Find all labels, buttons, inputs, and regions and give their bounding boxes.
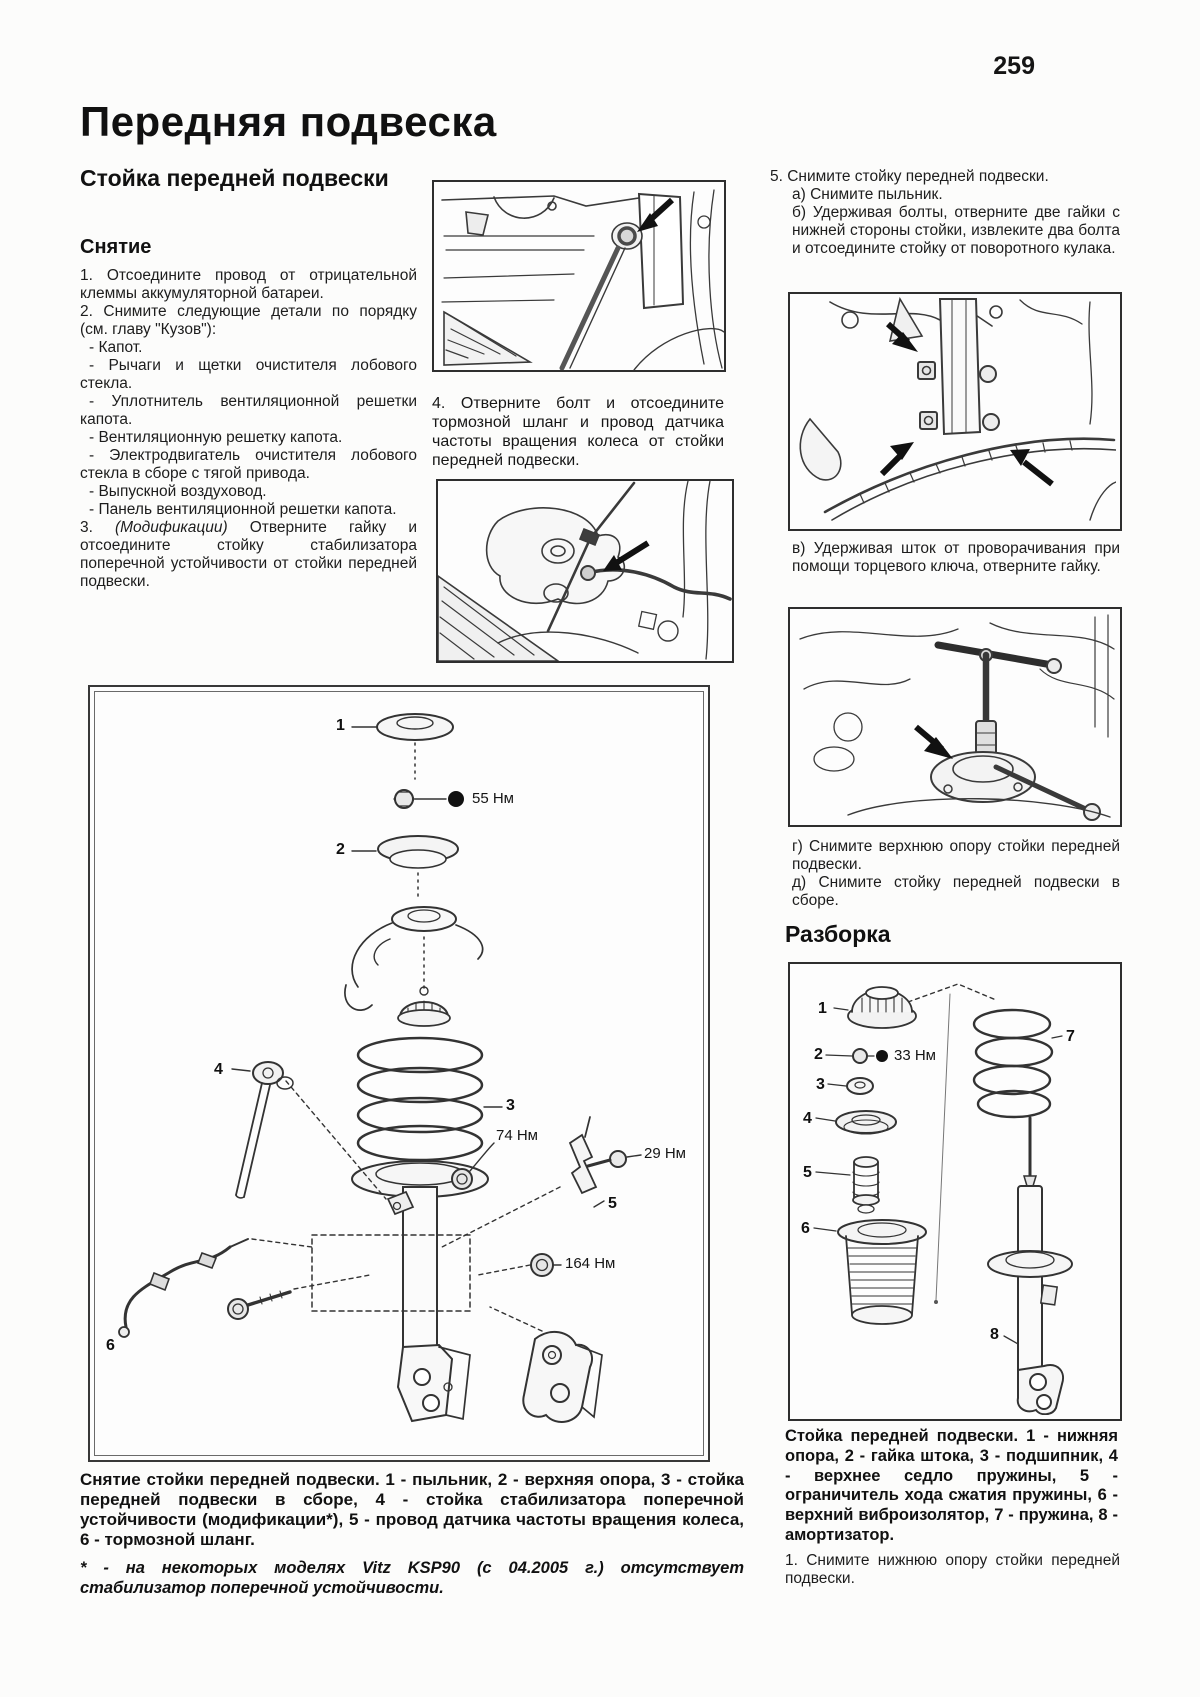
part-label-4: 4 [214, 1061, 223, 1078]
torque-33nm: 33 Нм [894, 1047, 936, 1064]
step-5g: г) Снимите верхнюю опору стойки передней подвески. [792, 838, 1120, 873]
list-item: - Выпускной воздуховод. [89, 483, 267, 500]
part-label-2: 2 [336, 841, 345, 858]
torque-29nm: 29 Нм [644, 1145, 686, 1162]
page-number: 259 [993, 52, 1035, 80]
brake-hose-illustration [438, 481, 732, 661]
disassembly-diagram [788, 962, 1122, 1421]
disassembly-diagram-caption: Стойка передней подвески. 1 - нижняя опора, 2 - гайка штока, 3 - подшипник, 4 - верхнее седло пружины, 5 - ограничитель хода сжатия пружины, 6 - верхний виброизолятор, 7 - пружина, 8 - амортизатор. [785, 1427, 1118, 1544]
step-5a: а) Снимите пыльник. [792, 186, 943, 203]
main-exploded-art [90, 687, 708, 1460]
step-5: 5. Снимите стойку передней подвески. [770, 168, 1049, 185]
step-2: 2. Снимите следующие детали по порядку (см. главу "Кузов"): [80, 303, 417, 338]
part-label-5: 5 [803, 1164, 812, 1181]
section-heading: Стойка передней подвески [80, 165, 389, 191]
knuckle-bolts-illustration [790, 294, 1116, 525]
photo-engine-bay [432, 180, 726, 372]
photo-knuckle-bolts [788, 292, 1122, 531]
disassembly-step-1: 1. Снимите нижнюю опору стойки передней подвески. [785, 1552, 1120, 1587]
list-item: - Панель вентиляционной решетки капота. [89, 501, 397, 518]
part-label-7: 7 [1066, 1028, 1075, 1045]
list-item: - Вентиляционную решетку капота. [89, 429, 343, 446]
part-label-4: 4 [803, 1110, 812, 1127]
step-5-substeps [792, 186, 1120, 258]
disassembly-heading: Разборка [785, 921, 891, 947]
list-item: - Электродвигатель очистителя лобового стекла в сборе с тягой привода. [80, 447, 417, 482]
step-5-block [770, 168, 1120, 258]
photo-socket-wrench [788, 607, 1122, 827]
step-1: 1. Отсоедините провод от отрицательной клеммы аккумуляторной батареи. [80, 267, 417, 302]
list-item: - Рычаги и щетки очистителя лобового стекла. [80, 357, 417, 392]
removal-steps [80, 267, 417, 591]
main-diagram-caption: Снятие стойки передней подвески. 1 - пыльник, 2 - верхняя опора, 3 - стойка передней подвески в сборе, 4 - стойка стабилизатора поперечной устойчивости (модификации*), 5 - провод датчика частоты вращения колеса, 6 - тормозной шланг. [80, 1470, 744, 1549]
part-label-5: 5 [608, 1195, 617, 1212]
removal-heading: Снятие [80, 236, 152, 258]
list-item: - Уплотнитель вентиляционной решетки капота. [80, 393, 417, 428]
step-5v: в) Удерживая шток от проворачивания при помощи торцевого ключа, отверните гайку. [792, 540, 1120, 575]
page-title: Передняя подвеска [80, 98, 497, 145]
photo-brake-hose [436, 479, 734, 663]
engine-bay-illustration [434, 182, 724, 370]
step-5b: б) Удерживая болты, отверните две гайки с нижней стороны стойки, извлеките два болта и отсоедините стойку от поворотного кулака. [792, 204, 1120, 257]
step-3: 3. (Модификации) Отверните гайку и отсоедините стойку стабилизатора поперечной устойчивости от стойки передней подвески. [80, 519, 417, 590]
socket-wrench-illustration [790, 609, 1116, 821]
step-5gd-block [792, 838, 1120, 910]
main-exploded-diagram [88, 685, 710, 1462]
step-5d: д) Снимите стойку передней подвески в сборе. [792, 874, 1120, 909]
part-label-1: 1 [818, 1000, 827, 1017]
part-label-2: 2 [814, 1046, 823, 1063]
part-label-3: 3 [506, 1097, 515, 1114]
torque-74nm: 74 Нм [496, 1127, 538, 1144]
list-item: - Капот. [89, 339, 143, 356]
torque-55nm: 55 Нм [472, 790, 514, 807]
callout-arrow [916, 727, 953, 759]
caption-step-4: 4. Отверните болт и отсоедините тормозной шланг и провод датчика частоты вращения колеса от стойки передней подвески. [432, 395, 724, 469]
torque-164nm: 164 Нм [565, 1255, 616, 1272]
part-label-8: 8 [990, 1326, 999, 1343]
part-label-6: 6 [801, 1220, 810, 1237]
part-label-1: 1 [336, 717, 345, 734]
part-label-6: 6 [106, 1337, 115, 1354]
part-label-3: 3 [816, 1076, 825, 1093]
main-diagram-footnote: * - на некоторых моделях Vitz KSP90 (с 04.2005 г.) отсутствует стабилизатор поперечной устойчивости. [80, 1559, 744, 1597]
